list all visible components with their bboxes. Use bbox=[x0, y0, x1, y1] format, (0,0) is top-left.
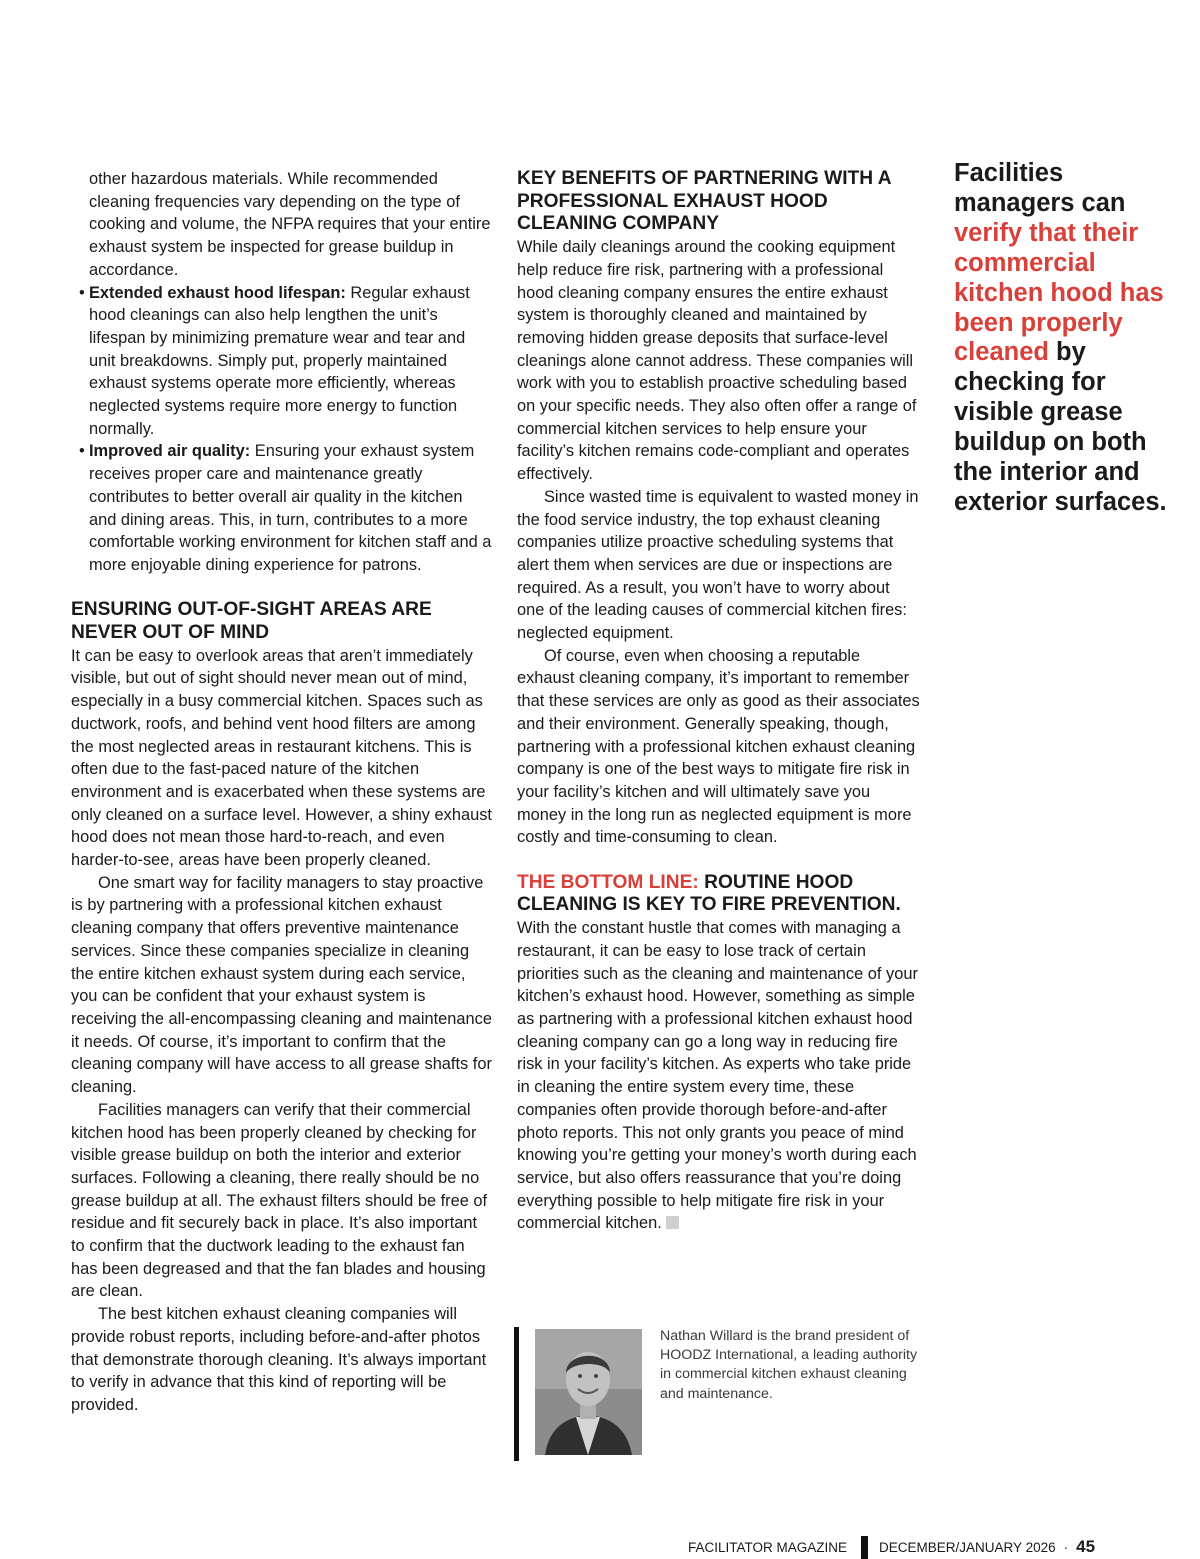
bio-accent-bar bbox=[514, 1327, 519, 1461]
heading-highlight: THE BOTTOM LINE: bbox=[517, 871, 699, 893]
pull-quote-text: by checking for visible grease buildup on both the interior and exterior surfaces. bbox=[954, 338, 1167, 516]
section-heading: ENSURING OUT-OF-SIGHT AREAS ARE NEVER OUT OF MIND bbox=[71, 599, 432, 644]
paragraph bbox=[517, 917, 921, 1235]
bullet-dot-icon: • bbox=[79, 283, 85, 302]
page-number: 45 bbox=[1076, 1537, 1096, 1556]
paragraph: One smart way for facility managers to stay proactive is by partnering with a professional kitchen exhaust cleaning company that offers preventive maintenance services. Since these companies specialize in cleaning the entire kitchen exhaust system during each service, you can be confident that your exhaust system is receiving the all-encompassing cleaning and maintenance it needs. Of course, it’s important to confirm that the cleaning company will have access to all grease shafts for cleaning. bbox=[71, 873, 492, 1097]
paragraph-text: With the constant hustle that comes with managing a restaurant, it can be easy to lose track of certain priorities such as the cleaning and maintenance of your kitchen’s exhaust hood. However, something as simple as partnering with a professional kitchen exhaust hood cleaning company can go a long way in reducing fire risk in your facility’s kitchen. As experts who take pride in cleaning the entire system every time, these companies often provide thorough before-and-after photo reports. This not only grants you peace of mind knowing you’re getting your money’s worth during each service, but also offers reassurance that you’re doing everything possible to help mitigate fire risk in your commercial kitchen. bbox=[517, 919, 918, 1233]
bullet-text: Ensuring your exhaust system receives proper care and maintenance greatly contributes to better overall air quality in the kitchen and dining areas. This, in turn, contributes to a more comfortable working environment for kitchen staff and a more enjoyable dining experience for patrons. bbox=[89, 442, 492, 574]
pull-quote-text: Facilities managers can bbox=[954, 159, 1126, 217]
bullet-text: Regular exhaust hood cleanings can also help lengthen the unit’s lifespan by minimizing premature wear and tear and unit breakdowns. Simply put, properly maintained exhaust systems operate more efficiently, whereas neglected systems require more energy to function normally. bbox=[89, 283, 470, 438]
paragraph: Of course, even when choosing a reputable exhaust cleaning company, it’s important to remember that these services are only as good as their associates and their environment. Generally speaking, though, partnering with a professional kitchen exhaust cleaning company is one of the best ways to mitigate fire risk in your facility’s kitchen and will ultimately save you money in the long run as neglected equipment is more costly and time-consuming to clean. bbox=[517, 646, 920, 847]
bullet-item-lifespan bbox=[71, 282, 493, 441]
footer-divider bbox=[861, 1536, 868, 1559]
end-mark-icon bbox=[666, 1216, 679, 1229]
pull-quote bbox=[954, 159, 1184, 518]
heading-rest: ROUTINE HOOD CLEANING IS KEY TO FIRE PREVENTION. bbox=[517, 871, 901, 916]
bullet-lead: Extended exhaust hood lifespan: bbox=[89, 283, 346, 302]
bullet-continuation: other hazardous materials. While recommended cleaning frequencies vary depending on the type of cooking and volume, the NFPA requires that your entire exhaust system be inspected for grease buildup in accordance. bbox=[89, 170, 491, 279]
issue-date: DECEMBER/JANUARY 2026 bbox=[879, 1540, 1056, 1555]
section-heading-bottom-line bbox=[517, 872, 921, 917]
article-column-2 bbox=[517, 168, 921, 1235]
paragraph: Since wasted time is equivalent to wasted money in the food service industry, the top exhaust cleaning companies utilize proactive scheduling systems that alert them when services are due or inspections are required. As a result, you won’t have to worry about one of the leading causes of commercial kitchen fires: neglected equipment. bbox=[517, 487, 919, 643]
author-bio: Nathan Willard is the brand president of HOODZ International, a leading authority in commercial kitchen exhaust cleaning and maintenance. bbox=[660, 1328, 918, 1402]
bullet-item-air-quality bbox=[71, 440, 493, 576]
section-heading: KEY BENEFITS OF PARTNERING WITH A PROFESSIONAL EXHAUST HOOD CLEANING COMPANY bbox=[517, 168, 891, 235]
magazine-name: FACILITATOR MAGAZINE bbox=[688, 1540, 848, 1555]
bullet-lead: Improved air quality: bbox=[89, 442, 251, 461]
paragraph: While daily cleanings around the cooking equipment help reduce fire risk, partnering with a professional hood cleaning company ensures the entire exhaust system is thoroughly cleaned and maintained by removing hidden grease deposits that surface-level cleanings alone cannot address. These companies will work with you to establish proactive scheduling based on your specific needs. They also often offer a range of commercial kitchen services to help ensure your facility’s kitchen remains code-compliant and operates effectively. bbox=[517, 238, 917, 484]
author-photo bbox=[535, 1329, 642, 1455]
footer-dot: · bbox=[1063, 1540, 1069, 1555]
pull-quote-highlight: verify that their commercial kitchen hood has been properly cleaned bbox=[954, 218, 1164, 367]
bullet-dot-icon: • bbox=[79, 442, 85, 461]
page-footer bbox=[688, 1536, 1095, 1559]
paragraph: The best kitchen exhaust cleaning companies will provide robust reports, including before-and-after photos that demonstrate thorough cleaning. It’s always important to verify in advance that this kind of reporting will be provided. bbox=[71, 1305, 487, 1414]
article-column-1 bbox=[71, 168, 493, 1417]
paragraph: Facilities managers can verify that their commercial kitchen hood has been properly cleaned by checking for visible grease buildup on both the interior and exterior surfaces. Following a cleaning, there really should be no grease buildup at all. The exhaust filters should be free of residue and fit securely back in place. It’s also important to confirm that the ductwork leading to the exhaust fan has been degreased and that the fan blades and housing are clean. bbox=[71, 1100, 488, 1301]
paragraph: It can be easy to overlook areas that aren’t immediately visible, but out of sight should never mean out of mind, especially in a busy commercial kitchen. Spaces such as ductwork, roofs, and behind vent hood filters are among the most neglected areas in restaurant kitchens. This is often due to the fast-paced nature of the kitchen environment and is exacerbated when these systems are only cleaned on a surface level. However, a shiny exhaust hood does not mean those hard-to-reach, and even harder-to-see, areas have been properly cleaned. bbox=[71, 646, 492, 870]
